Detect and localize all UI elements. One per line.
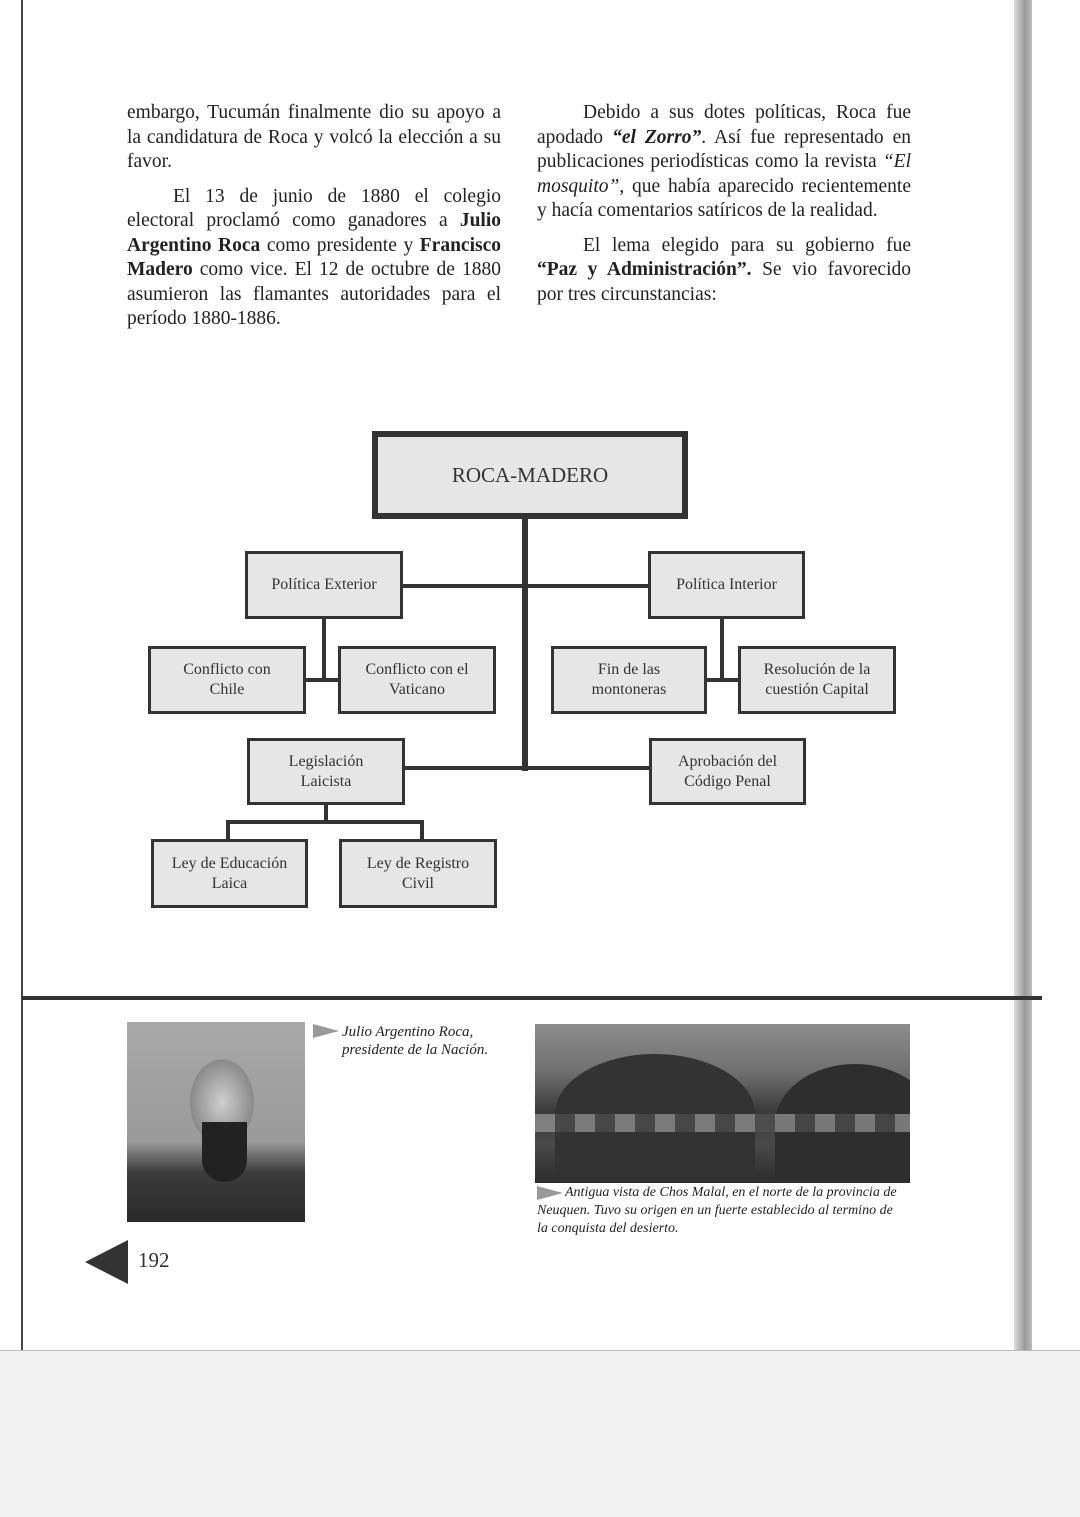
paragraph: embargo, Tucumán finalmente dio su apoyo a la candidatura de Roca y volcó la elección a su favor. [127,102,501,172]
connector-line [226,820,424,824]
node-codigo-penal: Aprobación del Código Penal [649,738,806,805]
portrait-roca-photo [127,1022,305,1222]
paragraph: El 13 de junio de 1880 el colegio electoral proclamó como ganadores a Julio Argentino Roca como presidente y Francisco Madero como vice. El 12 de octubre de 1880 asumieron las flamantes autoridades para el período 1880-1886. [127,185,501,329]
node-legislacion-laicista: Legislación Laicista [247,738,405,805]
caption-roca: Julio Argentino Roca, presidente de la Nación. [342,1024,489,1058]
connector-line [226,820,230,840]
left-column [127,101,501,342]
node-politica-exterior: Política Exterior [245,551,403,619]
caption-arrow-icon [313,1024,339,1038]
section-divider [22,996,1042,1000]
page-number: 192 [138,1248,170,1272]
connector-line [403,584,648,588]
node-fin-montoneras: Fin de las montoneras [551,646,707,714]
chos-malal-photo [535,1024,910,1183]
connector-line [306,678,338,682]
connector-line [405,766,649,770]
scan-bottom-area [0,1350,1080,1517]
right-column [537,101,911,317]
page-right-edge [1014,0,1032,1350]
node-conflicto-vaticano: Conflicto con el Vaticano [338,646,496,714]
node-conflicto-chile: Conflicto con Chile [148,646,306,714]
beard [202,1122,247,1182]
node-roca-madero: ROCA-MADERO [372,431,688,519]
node-politica-interior: Política Interior [648,551,805,619]
node-ley-registro: Ley de Registro Civil [339,839,497,908]
connector-line [420,820,424,840]
connector-line [707,678,738,682]
paragraph: El lema elegido para su gobierno fue “Paz y Administración”. Se vio favorecido por tres circunstancias: [537,234,912,305]
connector-line [522,519,528,771]
connector-line [322,619,326,681]
page-marker-icon [85,1240,128,1284]
buildings [535,1114,910,1132]
connector-line [720,619,724,681]
page-left-edge [21,0,23,1350]
node-ley-educacion: Ley de Educación Laica [151,839,308,908]
caption-chos-malal: Antigua vista de Chos Malal, en el norte de la provincia de Neuquen. Tuvo su origen en un fuerte establecido al termino de la conquista del desierto. [537,1185,897,1236]
paragraph: Debido a sus dotes políticas, Roca fue apodado “el Zorro”. Así fue representado en publicaciones periodísticas como la revista “El mosquito”, que había aparecido recientemente y hacía comentarios satíricos de la realidad. [537,102,911,221]
node-cuestion-capital: Resolución de la cuestión Capital [738,646,896,714]
